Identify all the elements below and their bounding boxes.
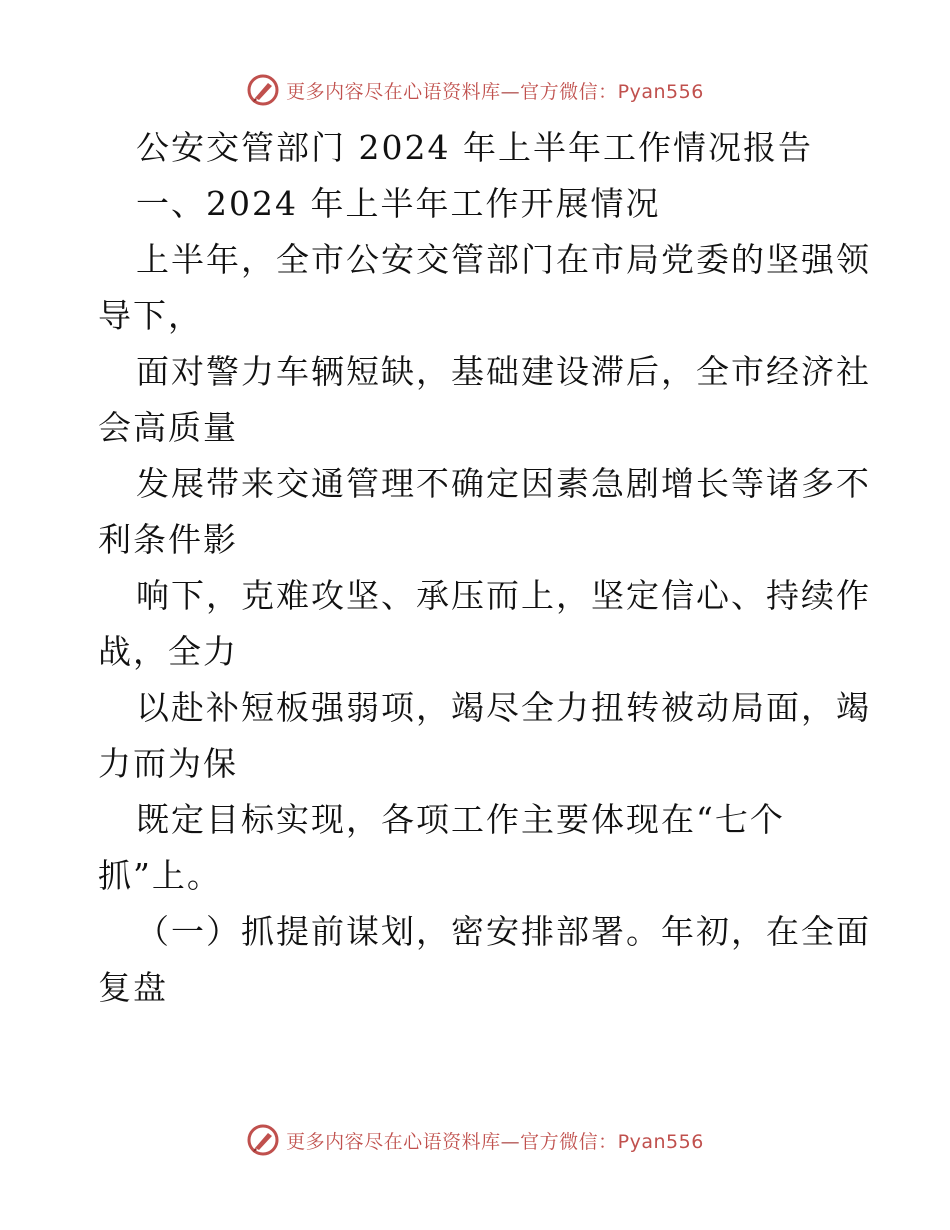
body-line: 导下，	[98, 296, 203, 335]
body-line: 抓”上。	[98, 856, 222, 895]
watermark-site: 更多内容尽在心语资料库	[286, 80, 501, 103]
watermark-text	[286, 1127, 704, 1154]
section-heading: 一、2024 年上半年工作开展情况	[136, 184, 661, 223]
watermark-separator: —	[500, 1130, 521, 1153]
body-line: 会高质量	[98, 408, 238, 447]
header-watermark	[0, 70, 950, 110]
body-line: 力而为保	[98, 744, 238, 783]
body-line: 利条件影	[98, 520, 238, 559]
pen-logo-icon	[246, 1123, 280, 1157]
watermark-site: 更多内容尽在心语资料库	[286, 1130, 501, 1153]
body-line: （一）抓提前谋划，密安排部署。年初，在全面	[136, 912, 871, 951]
body-line: 以赴补短板强弱项，竭尽全力扭转被动局面，竭	[136, 688, 871, 727]
pen-logo-icon	[246, 73, 280, 107]
body-line: 上半年，全市公安交管部门在市局党委的坚强领	[136, 240, 871, 279]
body-line: 响下，克难攻坚、承压而上，坚定信心、持续作	[136, 576, 871, 615]
watermark-text	[286, 77, 704, 104]
watermark-separator: —	[500, 80, 521, 103]
body-line: 既定目标实现，各项工作主要体现在“七个	[136, 800, 785, 839]
watermark-contact: 官方微信：Pyan556	[520, 80, 704, 103]
body-line: 战，全力	[98, 632, 238, 671]
body-line: 复盘	[98, 968, 168, 1007]
watermark-contact: 官方微信：Pyan556	[520, 1130, 704, 1153]
document-body	[98, 120, 871, 1016]
body-paragraphs	[98, 232, 871, 1016]
body-line: 发展带来交通管理不确定因素急剧增长等诸多不	[136, 464, 871, 503]
document-title: 公安交管部门 2024 年上半年工作情况报告	[136, 128, 813, 167]
body-line: 面对警力车辆短缺，基础建设滞后，全市经济社	[136, 352, 871, 391]
footer-watermark	[0, 1120, 950, 1160]
